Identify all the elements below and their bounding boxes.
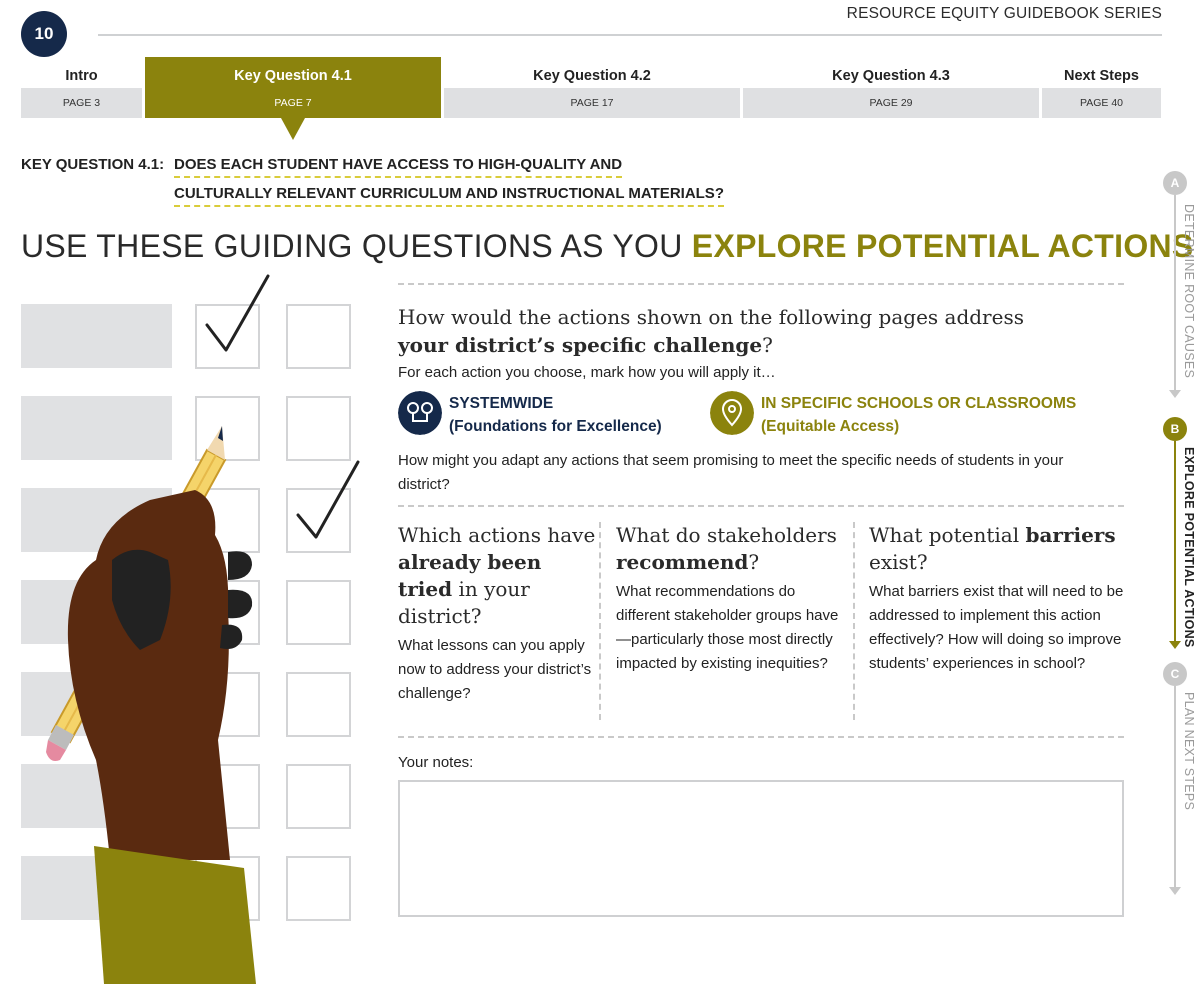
section-divider-middle (398, 505, 1124, 507)
tab-key-question-4-2[interactable] (444, 0, 740, 120)
column-already-tried (398, 522, 598, 706)
column-heading (398, 522, 598, 630)
side-nav-arrow-c (1169, 887, 1181, 895)
side-nav-label-a[interactable]: DETERMINE ROOT CAUSES (1182, 204, 1196, 379)
option-specific-schools-subtitle: (Equitable Access) (761, 418, 900, 435)
location-pin-icon (710, 391, 754, 435)
column-potential-barriers (869, 522, 1124, 676)
side-nav-step-letter: B (1170, 422, 1180, 436)
column-heading (869, 522, 1124, 576)
guiding-question-1-bold: your district’s specific challenge (398, 333, 763, 357)
tab-page: PAGE 17 (570, 97, 614, 109)
tab-label: Key Question 4.1 (234, 68, 352, 84)
column-heading-bold: already been tried (398, 550, 542, 601)
side-nav-step-a[interactable] (1163, 171, 1187, 195)
tab-page-bar (21, 88, 142, 118)
tab-label: Next Steps (1064, 68, 1139, 84)
active-tab-pointer (281, 118, 305, 140)
network-map-icon (398, 391, 442, 435)
option-specific-schools-title: IN SPECIFIC SCHOOLS OR CLASSROOMS (761, 395, 1077, 412)
tab-page-bar (444, 88, 740, 118)
column-body: What recommendations do different stakeholder groups have—particularly those most directly impacted by existing inequities? (616, 583, 839, 672)
guiding-question-1-plain: How would the actions shown on the following pages address (398, 305, 1024, 329)
tab-label: Key Question 4.2 (533, 68, 651, 84)
tab-label: Key Question 4.3 (832, 68, 950, 84)
section-divider-bottom (398, 736, 1124, 738)
side-nav-step-letter: C (1170, 667, 1180, 681)
column-heading-part: ? (748, 550, 760, 574)
column-heading-part: exist? (869, 550, 928, 574)
tab-page-bar (743, 88, 1039, 118)
series-title: RESOURCE EQUITY GUIDEBOOK SERIES (846, 5, 1162, 22)
key-question-line-1: DOES EACH STUDENT HAVE ACCESS TO HIGH-QUALITY AND (174, 156, 622, 178)
tab-label: Intro (65, 68, 98, 84)
checklist-hand-illustration (0, 270, 390, 984)
column-heading-part: in your district? (398, 577, 530, 628)
section-title-plain: USE THESE GUIDING QUESTIONS AS YOU (21, 228, 692, 264)
side-nav-arrow-a (1169, 390, 1181, 398)
column-body: What barriers exist that will need to be addressed to implement this action effectively? How will doing so improve students’ experiences in school? (869, 583, 1124, 672)
section-title-accent: EXPLORE POTENTIAL ACTIONS (691, 228, 1194, 264)
notes-label: Your notes: (398, 754, 474, 771)
guiding-question-2: How might you adapt any actions that seem promising to meet the specific needs of students in your district? (398, 452, 1064, 493)
side-nav-arrow-b (1169, 641, 1181, 649)
side-nav-line-b (1174, 441, 1176, 642)
apply-instruction: For each action you choose, mark how you will apply it… (398, 364, 776, 381)
tab-page: PAGE 7 (274, 97, 312, 109)
notes-field[interactable] (398, 780, 1124, 917)
guiding-question-1 (398, 303, 1024, 359)
side-nav-line-c (1174, 686, 1176, 888)
tab-page: PAGE 29 (869, 97, 913, 109)
side-nav-step-c[interactable] (1163, 662, 1187, 686)
column-heading-part: Which actions have (398, 523, 596, 547)
page-number: 10 (34, 24, 54, 43)
side-nav-step-letter: A (1170, 176, 1180, 190)
key-question-line-2: CULTURALLY RELEVANT CURRICULUM AND INSTRUCTIONAL MATERIALS? (174, 185, 724, 207)
section-title (21, 228, 1194, 265)
option-systemwide-subtitle: (Foundations for Excellence) (449, 418, 662, 435)
column-heading-part: What do stakeholders (616, 523, 837, 547)
tab-page-bar (145, 88, 441, 118)
side-nav-step-b[interactable] (1163, 417, 1187, 441)
option-systemwide (398, 391, 698, 437)
tab-page-bar (1042, 88, 1161, 118)
side-nav-label-b[interactable]: EXPLORE POTENTIAL ACTIONS (1182, 447, 1196, 648)
column-body: What lessons can you apply now to address your district’s challenge? (398, 637, 592, 702)
tab-key-question-4-3[interactable] (743, 0, 1039, 120)
column-heading-part: What potential (869, 523, 1026, 547)
tab-intro[interactable] (21, 0, 142, 120)
option-systemwide-title: SYSTEMWIDE (449, 395, 554, 412)
tab-key-question-4-1[interactable] (145, 0, 441, 142)
side-nav-line-a (1174, 195, 1176, 391)
column-divider (853, 522, 855, 720)
key-question-label: KEY QUESTION 4.1: (21, 156, 165, 173)
column-heading-bold: barriers (1025, 523, 1116, 547)
tab-page: PAGE 40 (1080, 97, 1123, 109)
option-specific-schools (710, 391, 1090, 437)
tab-page: PAGE 3 (62, 97, 101, 109)
column-heading (616, 522, 852, 576)
tab-next-steps[interactable] (1042, 0, 1161, 120)
section-divider-top (398, 283, 1124, 285)
sleeve (94, 846, 256, 984)
column-heading-bold: recommend (616, 550, 749, 574)
side-nav-label-c[interactable]: PLAN NEXT STEPS (1182, 692, 1196, 811)
column-stakeholders-recommend (616, 522, 852, 676)
guiding-question-1-end: ? (762, 333, 773, 357)
column-divider (599, 522, 601, 720)
